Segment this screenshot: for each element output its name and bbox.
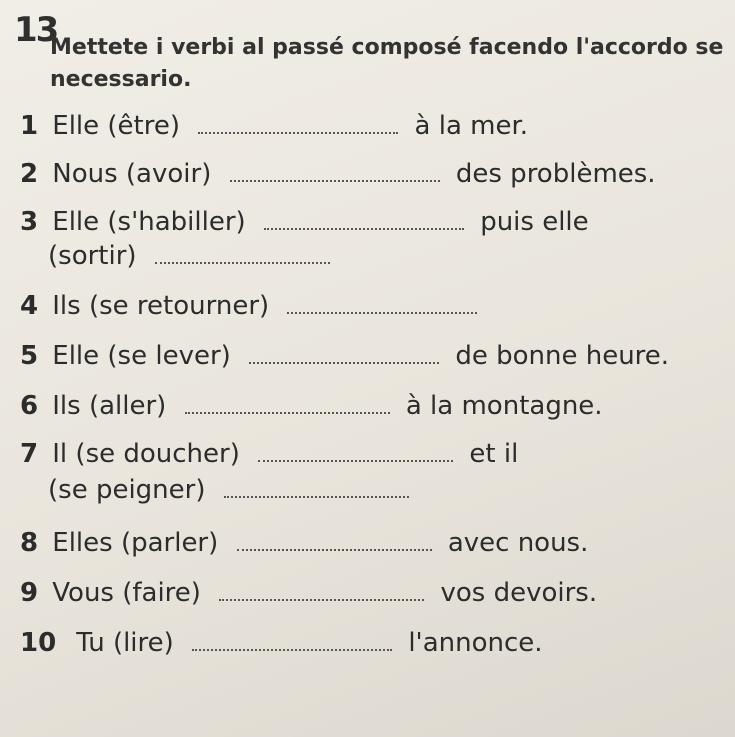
exercise-item-1 bbox=[20, 110, 528, 142]
item-number: 1 bbox=[20, 111, 39, 141]
item-number: 8 bbox=[20, 528, 39, 558]
exercise-item-3-cont bbox=[48, 240, 338, 272]
answer-blank-7a[interactable] bbox=[258, 438, 453, 462]
item-number: 2 bbox=[20, 159, 39, 189]
exercise-item-3 bbox=[20, 206, 589, 238]
exercise-item-9 bbox=[20, 577, 597, 609]
item-verb: Elle (se lever) bbox=[52, 341, 231, 371]
answer-blank-8[interactable] bbox=[237, 527, 432, 551]
item-after: des problèmes. bbox=[455, 159, 656, 189]
item-verb: Ils (aller) bbox=[52, 391, 167, 421]
exercise-item-5 bbox=[20, 340, 669, 372]
item-number: 6 bbox=[20, 391, 39, 421]
item-continuation: (sortir) bbox=[48, 241, 137, 271]
exercise-item-4 bbox=[20, 290, 485, 322]
item-number: 9 bbox=[20, 578, 39, 608]
item-number: 4 bbox=[20, 291, 39, 321]
item-after: de bonne heure. bbox=[455, 341, 670, 371]
exercise-item-2 bbox=[20, 158, 656, 190]
answer-blank-2[interactable] bbox=[230, 158, 440, 182]
item-after: et il bbox=[469, 439, 519, 469]
item-after: vos devoirs. bbox=[440, 578, 598, 608]
item-verb: Tu (lire) bbox=[76, 628, 174, 658]
item-after: avec nous. bbox=[447, 528, 589, 558]
item-verb: Vous (faire) bbox=[52, 578, 201, 608]
answer-blank-10[interactable] bbox=[192, 627, 392, 651]
item-verb: Il (se doucher) bbox=[52, 439, 240, 469]
item-verb: Elle (s'habiller) bbox=[52, 207, 246, 237]
item-verb: Nous (avoir) bbox=[52, 159, 212, 189]
exercise-item-6 bbox=[20, 390, 603, 422]
exercise-item-7-cont bbox=[48, 474, 417, 506]
item-verb: Ils (se retourner) bbox=[52, 291, 270, 321]
answer-blank-7b[interactable] bbox=[224, 474, 409, 498]
item-number: 5 bbox=[20, 341, 39, 371]
answer-blank-4[interactable] bbox=[287, 290, 477, 314]
item-number: 3 bbox=[20, 207, 39, 237]
item-after: puis elle bbox=[480, 207, 589, 237]
answer-blank-9[interactable] bbox=[219, 577, 424, 601]
item-after: à la montagne. bbox=[405, 391, 603, 421]
item-number: 7 bbox=[20, 439, 39, 469]
item-after: l'annonce. bbox=[408, 628, 543, 658]
item-verb: Elles (parler) bbox=[52, 528, 219, 558]
answer-blank-3b[interactable] bbox=[155, 240, 330, 264]
exercise-item-7 bbox=[20, 438, 518, 470]
answer-blank-1[interactable] bbox=[198, 110, 398, 134]
exercise-instruction: Mettete i verbi al passé composé facendo l'accordo se necessario. bbox=[50, 35, 724, 92]
item-verb: Elle (être) bbox=[52, 111, 180, 141]
item-number: 10 bbox=[20, 628, 57, 658]
answer-blank-6[interactable] bbox=[185, 390, 390, 414]
item-continuation: (se peigner) bbox=[48, 475, 206, 505]
item-after: à la mer. bbox=[414, 111, 529, 141]
exercise-number: 13 bbox=[14, 10, 58, 50]
exercise-item-10 bbox=[20, 627, 543, 659]
answer-blank-3a[interactable] bbox=[264, 206, 464, 230]
answer-blank-5[interactable] bbox=[249, 340, 439, 364]
exercise-item-8 bbox=[20, 527, 588, 559]
